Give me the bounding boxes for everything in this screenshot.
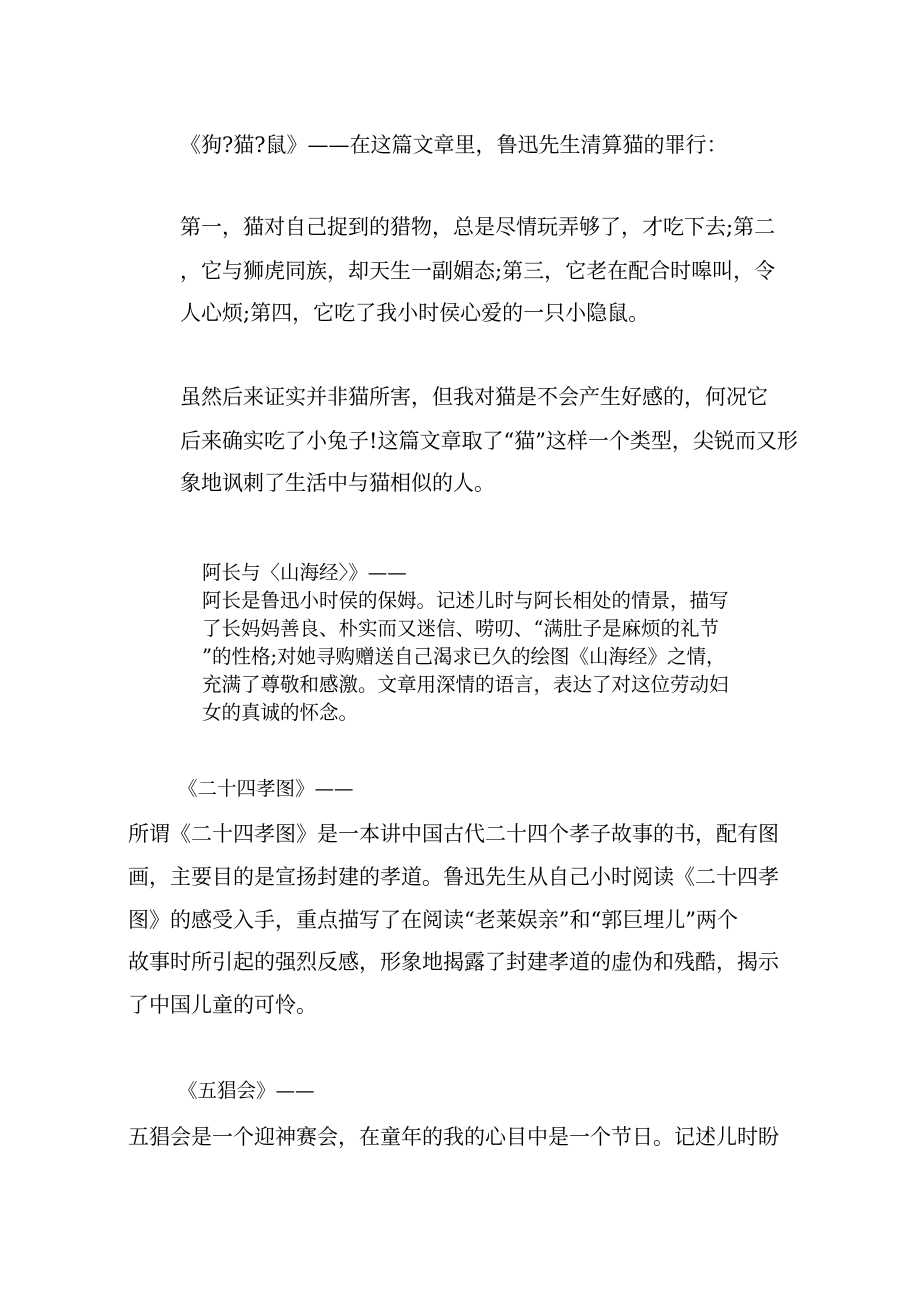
- section-title: 阿长与〈山海经〉》——: [202, 561, 407, 584]
- text-line: ，它与狮虎同族，却天生一副媚态;第三，它老在配合时嗥叫，令: [180, 259, 776, 283]
- text-line: 五猖会是一个迎神赛会，在童年的我的心目中是一个节日。记述儿时盼: [128, 1125, 779, 1149]
- text-line: 女的真诚的怀念。: [202, 701, 359, 724]
- section-title: 《狗?猫?鼠》——在这篇文章里，鲁迅先生清算猫的罪行：: [180, 133, 728, 157]
- text-line: 了中国儿童的可怜。: [128, 993, 317, 1017]
- text-line: 故事时所引起的强烈反感，形象地揭露了封建孝道的虚伪和残酷，揭示: [128, 950, 779, 974]
- text-line: 了长妈妈善良、朴实而又迷信、唠叨、“满肚子是麻烦的礼节: [202, 617, 719, 640]
- text-line: 图》的感受入手，重点描写了在阅读“老莱娱亲”和“郭巨埋儿”两个: [128, 908, 738, 932]
- text-line: 虽然后来证实并非猫所害，但我对猫是不会产生好感的，何况它: [180, 385, 768, 409]
- text-line: 所谓《二十四孝图》是一本讲中国古代二十四个孝子故事的书，配有图: [128, 822, 779, 846]
- section-title: 《五猖会》——: [178, 1079, 315, 1102]
- text-line: 第一，猫对自己捉到的猎物，总是尽情玩弄够了，才吃下去;第二: [180, 215, 776, 239]
- text-line: 后来确实吃了小兔子!这篇文章取了“猫”这样一个类型，尖锐而又形: [180, 429, 798, 453]
- text-line: 阿长是鲁迅小时侯的保姆。记述儿时与阿长相处的情景，描写: [202, 589, 729, 612]
- text-line: ”的性格;对她寻购赠送自己渴求已久的绘图《山海经》之情，: [202, 645, 726, 668]
- section-title: 《二十四孝图》——: [178, 777, 354, 800]
- text-line: 充满了尊敬和感激。文章用深情的语言，表达了对这位劳动妇: [202, 673, 729, 696]
- text-line: 象地讽刺了生活中与猫相似的人。: [180, 471, 495, 495]
- text-line: 画，主要目的是宣扬封建的孝道。鲁迅先生从自己小时阅读《二十四孝: [128, 865, 779, 889]
- text-line: 人心烦;第四，它吃了我小时侯心爱的一只小隐鼠。: [180, 301, 650, 325]
